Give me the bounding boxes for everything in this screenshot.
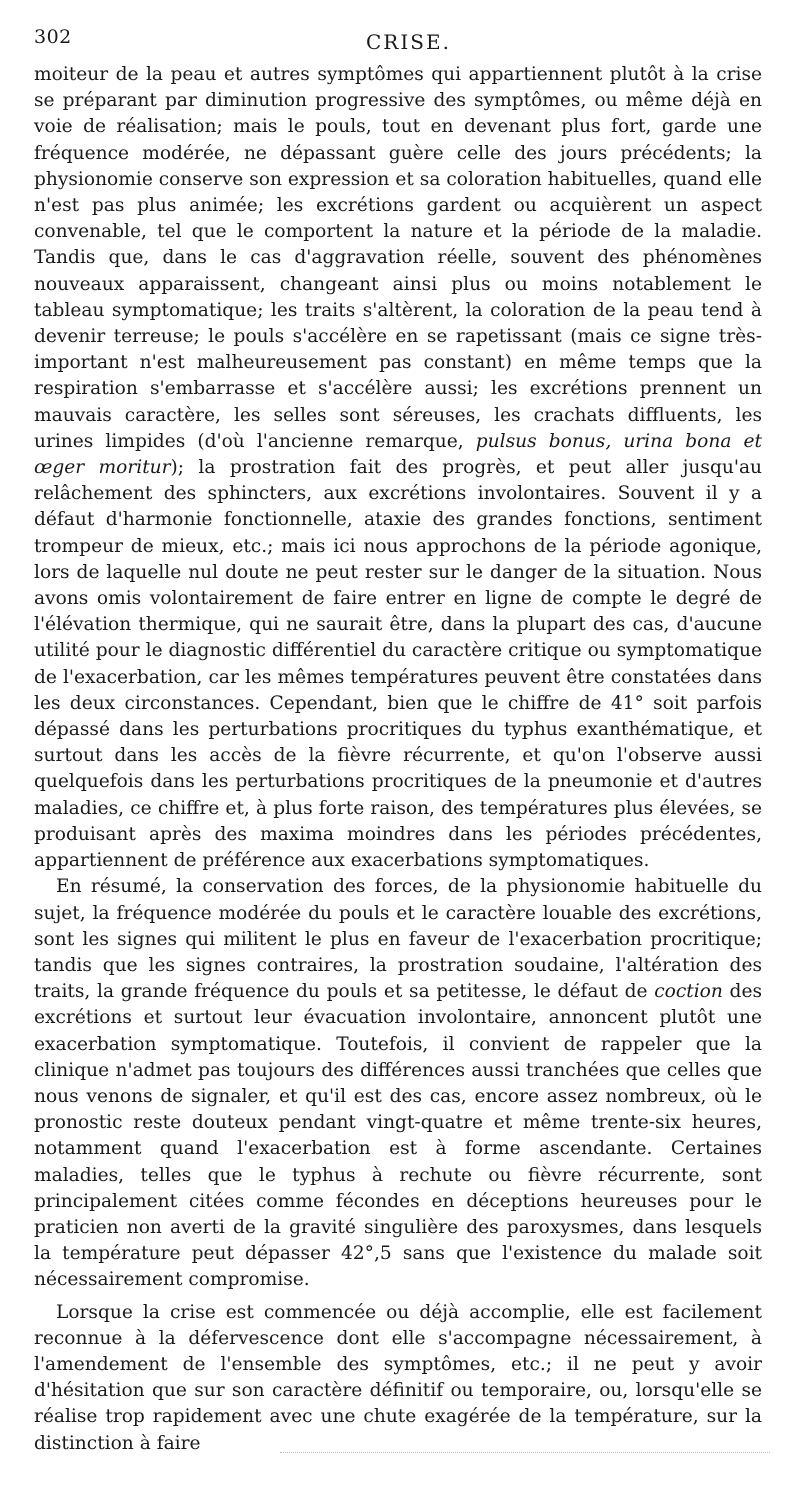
italic-text-run: pulsus bonus, urina bona et œger moritur <box>34 430 763 479</box>
scan-noise-line <box>280 1452 770 1455</box>
text-run: Lorsque la crise est commencée ou déjà accomplie, elle est facilement reconnue à la défervescence dont elle s'accompagne nécessairement, à l'amendement de l'ensemble des symptômes, etc.; il ne peut y avoir d'hésitation que sur son caractère définitif ou temporaire, ou, lorsqu'elle se réalise trop rapidement avec une chute exagérée de la température, sur la distinction à faire <box>34 1301 762 1454</box>
running-title: CRISE. <box>366 30 451 54</box>
paragraph <box>34 1300 762 1457</box>
paragraph <box>34 62 762 874</box>
paragraph <box>34 874 762 1293</box>
page-number: 302 <box>34 26 72 48</box>
italic-text-run: coction <box>654 981 723 1003</box>
text-run: moiteur de la peau et autres symptômes qui appartiennent plutôt à la crise se préparant par diminution progressive des symptômes, ou même déjà en voie de réalisation; mais le pouls, tout en devenant plus fort, garde une fréquence modérée, ne dépassant guère celle des jours précédents; la physionomie conserve son expression et sa coloration habituelles, quand elle n'est pas plus animée; les excrétions gardent ou acquièrent un aspect convenable, tel que le comportent la nature et la période de la maladie. Tandis que, dans le cas d'aggravation réelle, souvent des phénomènes nouveaux apparaissent, changeant ainsi plus ou moins notablement le tableau symptomatique; les traits s'altèrent, la coloration de la peau tend à devenir terreuse; le pouls s'accélère en se rapetissant (mais ce signe très-important n'est malheureusement pas constant) en même temps que la respiration s'embarrasse et s'accélère aussi; les excrétions prennent un mauvais caractère, les selles sont séreuses, les crachats diffluents, les urines limpides (d'où l'ancienne remarque, <box>34 64 762 452</box>
body-text <box>34 62 762 1457</box>
text-run: En résumé, la conservation des forces, de la physionomie habituelle du sujet, la fréquence modérée du pouls et le caractère louable des excrétions, sont les signes qui militent le plus en faveur de l'exacerbation procritique; tandis que les signes contraires, la prostration soudaine, l'altération des traits, la grande fréquence du pouls et sa petitesse, le défaut de <box>34 876 762 1003</box>
text-run: ); la prostration fait des progrès, et peut aller jusqu'au relâchement des sphincters, aux excrétions involontaires. Souvent il y a défaut d'harmonie fonctionnelle, ataxie des grandes fonctions, sentiment trompeur de mieux, etc.; mais ici nous approchons de la période agonique, lors de laquelle nul doute ne peut rester sur le danger de la situation. Nous avons omis volontairement de faire entrer en ligne de compte le degré de l'élévation thermique, qui ne saurait être, dans la plupart des cas, d'aucune utilité pour le diagnostic différentiel du caractère critique ou symptomatique de l'exacerbation, car les mêmes températures peuvent être constatées dans les deux circonstances. Cependant, bien que le chiffre de 41° soit parfois dépassé dans les perturbations procritiques du typhus exanthématique, et surtout dans les accès de la fièvre récurrente, et qu'on l'observe aussi quelquefois dans les perturbations procritiques de la pneumonie et d'autres maladies, ce chiffre et, à plus forte raison, des températures plus élevées, se produisant après des maxima moindres dans les périodes précédentes, appartiennent de préférence aux exacerbations symptomatiques. <box>34 457 763 872</box>
text-run: des excrétions et surtout leur évacuation involontaire, annoncent plutôt une exacerbation symptomatique. Toutefois, il convient de rappeler que la clinique n'admet pas toujours des différences aussi tranchées que celles que nous venons de signaler, et qu'il est des cas, encore assez nombreux, où le pronostic reste douteux pendant vingt-quatre et même trente-six heures, notamment quand l'exacerbation est à forme ascendante. Certaines maladies, telles que le typhus à rechute ou fièvre récurrente, sont principalement citées comme fécondes en déceptions heureuses pour le praticien non averti de la gravité singulière des paroxysmes, dans lesquels la température peut dépasser 42°,5 sans que l'existence du malade soit nécessairement compromise. <box>34 981 763 1291</box>
